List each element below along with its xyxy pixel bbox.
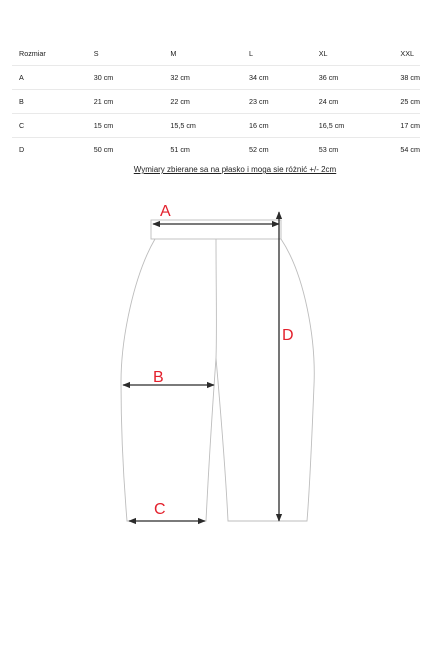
table-cell: 38 cm xyxy=(393,66,420,90)
header-cell: Rozmiar xyxy=(12,42,87,66)
table-cell: 30 cm xyxy=(87,66,164,90)
table-cell: 53 cm xyxy=(318,145,339,154)
table-cell: 24 cm xyxy=(312,90,394,114)
table-cell: 52 cm xyxy=(249,145,269,154)
label-b: B xyxy=(153,369,164,386)
table-cell: 50 cm xyxy=(93,145,114,154)
size-table xyxy=(12,42,420,161)
header-cell: L xyxy=(242,42,312,66)
shorts-outline xyxy=(121,220,314,521)
label-c: C xyxy=(154,501,166,518)
right-leg-outline xyxy=(216,239,314,521)
table-cell: 16 cm xyxy=(242,114,312,138)
left-leg-outline xyxy=(121,239,216,521)
table-row xyxy=(12,138,420,162)
table-header-row xyxy=(12,42,420,66)
table-cell: A xyxy=(12,66,87,90)
table-cell: 23 cm xyxy=(242,90,312,114)
table-cell: 15,5 cm xyxy=(163,114,242,138)
table-cell: 25 cm xyxy=(393,90,420,114)
table-cell: 36 cm xyxy=(312,66,394,90)
table-row xyxy=(12,66,420,90)
measurement-arrows xyxy=(123,212,279,521)
header-cell: M xyxy=(163,42,242,66)
table-cell: B xyxy=(12,90,87,114)
table-cell: D xyxy=(19,145,25,154)
table-cell: 51 cm xyxy=(170,145,190,154)
measurement-note: Wymiary zbierane sa na płasko i moga sie różnić +/- 2cm xyxy=(133,165,337,174)
shorts-diagram xyxy=(0,190,433,550)
table-row xyxy=(12,114,420,138)
table-cell: 54 cm xyxy=(400,145,420,154)
waistband-outline xyxy=(151,220,281,239)
table-cell: 17 cm xyxy=(393,114,420,138)
label-d: D xyxy=(282,327,294,344)
table-cell: 34 cm xyxy=(242,66,312,90)
table-cell: 15 cm xyxy=(87,114,164,138)
table-cell: 32 cm xyxy=(163,66,242,90)
label-a: A xyxy=(160,203,171,220)
header-cell: S xyxy=(87,42,164,66)
header-cell: XL xyxy=(312,42,394,66)
table-cell: 21 cm xyxy=(87,90,164,114)
table-cell: 22 cm xyxy=(163,90,242,114)
header-cell: XXL xyxy=(393,42,420,66)
table-cell: C xyxy=(12,114,87,138)
table-row xyxy=(12,90,420,114)
table-cell: 16,5 cm xyxy=(312,114,394,138)
